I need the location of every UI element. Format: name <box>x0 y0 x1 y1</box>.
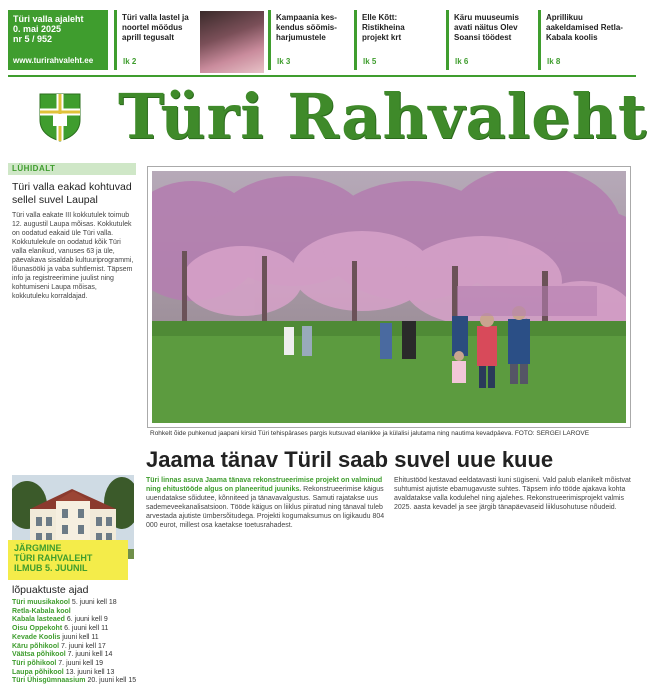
masthead-info <box>8 10 108 70</box>
list-item: Türi Ühisgümnaasium 20. juuni kell 15 <box>12 677 137 685</box>
list-item: Oisu Oppekoht 6. juuni kell 11 <box>12 625 109 633</box>
teaser-4[interactable] <box>446 10 534 70</box>
list-item: Väätsa põhikool 7. juuni kell 14 <box>12 651 113 659</box>
next-issue-paper: TÜRI RAHVALEHT <box>14 553 93 563</box>
article-body-left: Rekonstrueerimise käigus uuendatakse sõidutee, kõnniteed ja tänavavalgustus. Samuti rajatakse uus sademeveekanalisatsioon. Tööde käigus on liiklus piiratud ning tänaval tuleb arvestada ajutiste ümbersõitudega. Projekti kogumaksumus on ligikaudu 804 000 eurot, millest osa kaetakse toetusrahadest. <box>146 486 385 529</box>
teaser-page: lk 2 <box>123 57 137 66</box>
main-photo <box>147 166 631 428</box>
teaser-title: Käru muuseumis avati näitus Olev Soansi töödest <box>454 13 519 42</box>
sidebar-headline: Türi valla eakad kohtuvad sellel suvel Laupal <box>12 181 132 206</box>
list-item: Kabala lasteaed 6. juuni kell 9 <box>12 616 108 624</box>
teaser-1[interactable] <box>114 10 200 70</box>
teaser-5[interactable] <box>538 10 634 70</box>
list-item: Türi põhikool 7. juuni kell 19 <box>12 659 104 667</box>
schools-list <box>12 599 138 686</box>
issue-number: nr 5 / 952 <box>13 34 53 44</box>
list-item: Retla-Kabala kool <box>12 607 71 615</box>
section-label: LÜHIDALT <box>12 164 56 173</box>
list-item: Kevade Koolis juuni kell 11 <box>12 633 99 641</box>
teaser-title: Aprillikuu aakeldamised Retla-Kabala koolis <box>546 13 623 42</box>
teaser-photo-singer <box>200 11 264 73</box>
article-lead: Türi linnas asuva Jaama tänava rekonstrueerimise projekt on valminud ning ehitustööde algus on planeeritud juuniks. <box>146 477 383 493</box>
teaser-title: Elle Kõtt: Ristikheina projekt krt <box>362 13 405 42</box>
teaser-2[interactable] <box>268 10 352 70</box>
schools-headline: lõpuaktuste ajad <box>12 584 89 596</box>
cherry-blossom-photo <box>152 171 626 423</box>
list-item: Türi muusikakool 5. juuni kell 18 <box>12 599 117 606</box>
teaser-page: lk 6 <box>455 57 469 66</box>
article-column-left <box>146 476 386 530</box>
website-link[interactable]: www.turirahvaleht.ee <box>13 56 94 65</box>
coat-of-arms-icon <box>38 92 82 142</box>
teaser-title: Kampaania kes-kendus söömis-harjumustele <box>276 13 337 42</box>
sidebar <box>8 163 137 685</box>
photo-caption: Rohkelt õide puhkenud jaapani kirsid Türi tehispärases pargis kutsuvad elanikke ja külalisi jalutama ning nautima kevadpäeva. FOTO: SERGEI LAROVE <box>150 430 590 437</box>
paper-subtitle: Türi valla ajaleht <box>13 14 84 24</box>
article-headline: Jaama tänav Türil saab suvel uue kuue <box>146 447 554 472</box>
teaser-3[interactable] <box>354 10 438 70</box>
masthead-divider <box>8 75 636 77</box>
list-item: Käru põhikool 7. juuni kell 17 <box>12 642 106 650</box>
teaser-page: lk 5 <box>363 57 377 66</box>
teaser-page: lk 3 <box>277 57 291 66</box>
list-item: Laupa põhikool 13. juuni kell 13 <box>12 668 115 676</box>
teaser-title: Türi valla lastel ja noortel möödus aprill tegusalt <box>122 13 189 42</box>
next-issue-date: ILMUB 5. JUUNIL <box>14 563 88 573</box>
sidebar-body: Türi valla eakate III kokkutulek toimub 12. augustil Laupa mõisas. Kokkutulek on oodatud eakaid üle Türi valla. Kokkutulekule on oodatud kõik Türi valla elanikud, vanuses 63 ja üle, päevakava sisaldab kultuuriprogrammi, lõunasööki ja vaba suhtlemist. Täpsem info ja registreerimine juulist ning kohtumiseni Laupa mõisas, kokkutuleku korraldajad. <box>12 212 134 300</box>
article-body-right: Ehitustööd kestavad eeldatavasti kuni sügiseni. Vald palub elanikelt mõistvat suhtumist ajutiste ebamugavuste suhtes. Täpsem info tööde ajakava kohta avaldatakse valla kodulehel ning ajalehes. Rekonstrueerimisprojekt valmis 2025. aasta kevadel ja see järgib tänapäevaseid liiklusohutuse nõudeid. <box>394 477 631 511</box>
next-issue-label: JÄRGMINE <box>14 543 62 553</box>
teaser-page: lk 8 <box>547 57 561 66</box>
issue-date: 0. mai 2025 <box>13 24 62 34</box>
newspaper-title: Türi Rahvaleht <box>118 80 648 153</box>
article-column-right <box>394 476 634 512</box>
next-issue-box <box>8 540 128 580</box>
